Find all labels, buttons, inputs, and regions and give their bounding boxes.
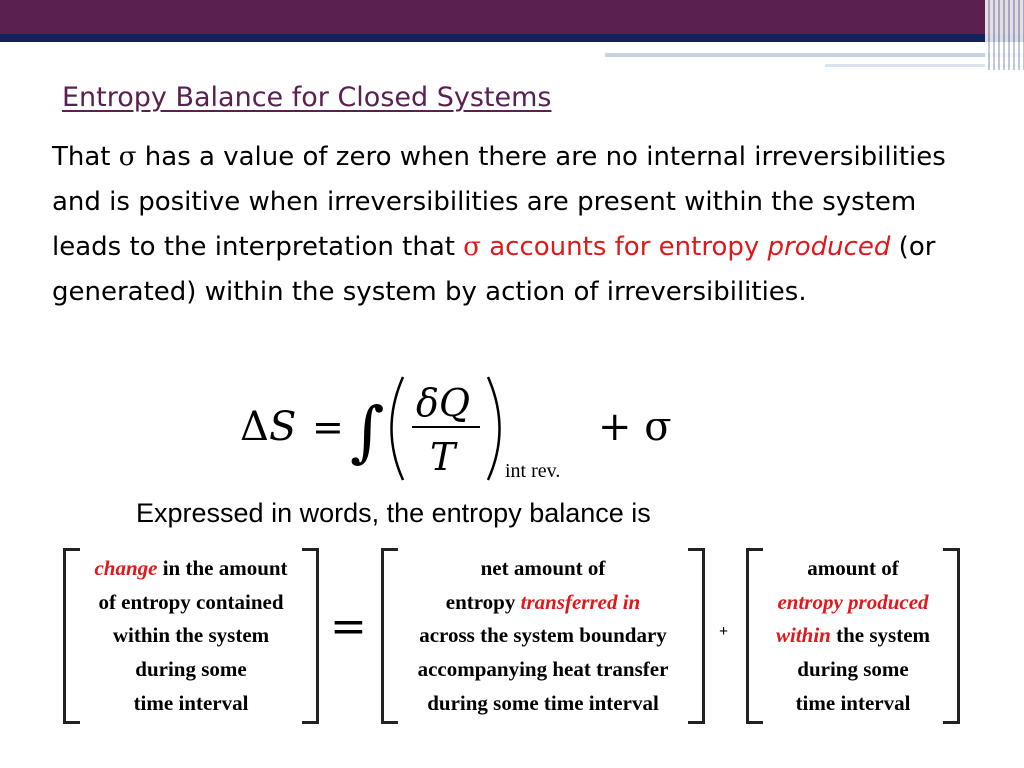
entropy-produced-phrase: entropy produced <box>777 589 929 614</box>
box1-line1: in the amount <box>157 556 288 580</box>
box1-line5: time interval <box>133 690 249 715</box>
denominator: T <box>430 435 456 479</box>
body-paragraph <box>52 135 992 315</box>
entropy-balance-equation <box>240 372 690 487</box>
transferred-in-phrase: transferred in <box>520 589 641 614</box>
within-word: within <box>775 623 831 648</box>
slide-title: Entropy Balance for Closed Systems <box>62 82 552 113</box>
box3-line4: during some <box>797 657 909 682</box>
transfer-box-text <box>381 552 705 721</box>
equals-symbol: = <box>312 405 344 449</box>
box3-line1: amount of <box>807 556 899 580</box>
sigma-symbol-red: σ <box>463 232 481 262</box>
header-bar <box>0 0 1024 34</box>
header-accent-line <box>605 53 1024 57</box>
box2-line5: during some time interval <box>427 690 659 715</box>
paragraph-text-2: has a value of zero when there are no internal irreversibilities and is positive when irreversibilities are present within the system leads to the interpretation that <box>52 142 946 262</box>
box1-line3: within the system <box>112 623 270 648</box>
integral-symbol: ∫ <box>350 393 385 470</box>
words-caption: Expressed in words, the entropy balance is <box>136 498 651 528</box>
box1-line2: of entropy contained <box>98 589 284 614</box>
change-box <box>63 548 319 720</box>
transfer-box <box>381 548 705 720</box>
header-stripes <box>985 0 1024 70</box>
entropy-symbol: S <box>269 404 297 450</box>
box3-line5: time interval <box>795 690 911 715</box>
right-paren <box>488 377 500 480</box>
production-box-text <box>746 552 960 721</box>
plus-sign: + <box>719 623 729 640</box>
box2-line2-start: entropy <box>445 589 521 614</box>
paragraph-text-3: (or generated) within the system by action of irreversibilities. <box>52 232 936 307</box>
header-accent-bar <box>0 34 1024 42</box>
paragraph-red-text: accounts for entropy <box>480 232 768 262</box>
box2-line3: across the system boundary <box>419 623 667 648</box>
box2-line4: accompanying heat transfer <box>417 657 669 682</box>
paragraph-text-1: That <box>52 142 119 172</box>
equals-sign: = <box>330 601 367 652</box>
numerator: δQ <box>416 381 471 425</box>
box3-line3-rest: the system <box>830 623 931 648</box>
sigma-symbol: σ <box>118 142 137 172</box>
box1-line4: during some <box>135 657 247 682</box>
paragraph-red-italic: produced <box>767 232 891 262</box>
delta-symbol: Δ <box>240 404 269 450</box>
integral-subscript: int rev. <box>505 460 561 482</box>
change-word: change <box>94 556 158 580</box>
production-box <box>746 548 960 720</box>
left-paren <box>392 377 404 480</box>
change-box-text <box>63 552 319 721</box>
plus-sigma: + σ <box>598 404 672 450</box>
box2-line1: net amount of <box>480 556 606 580</box>
